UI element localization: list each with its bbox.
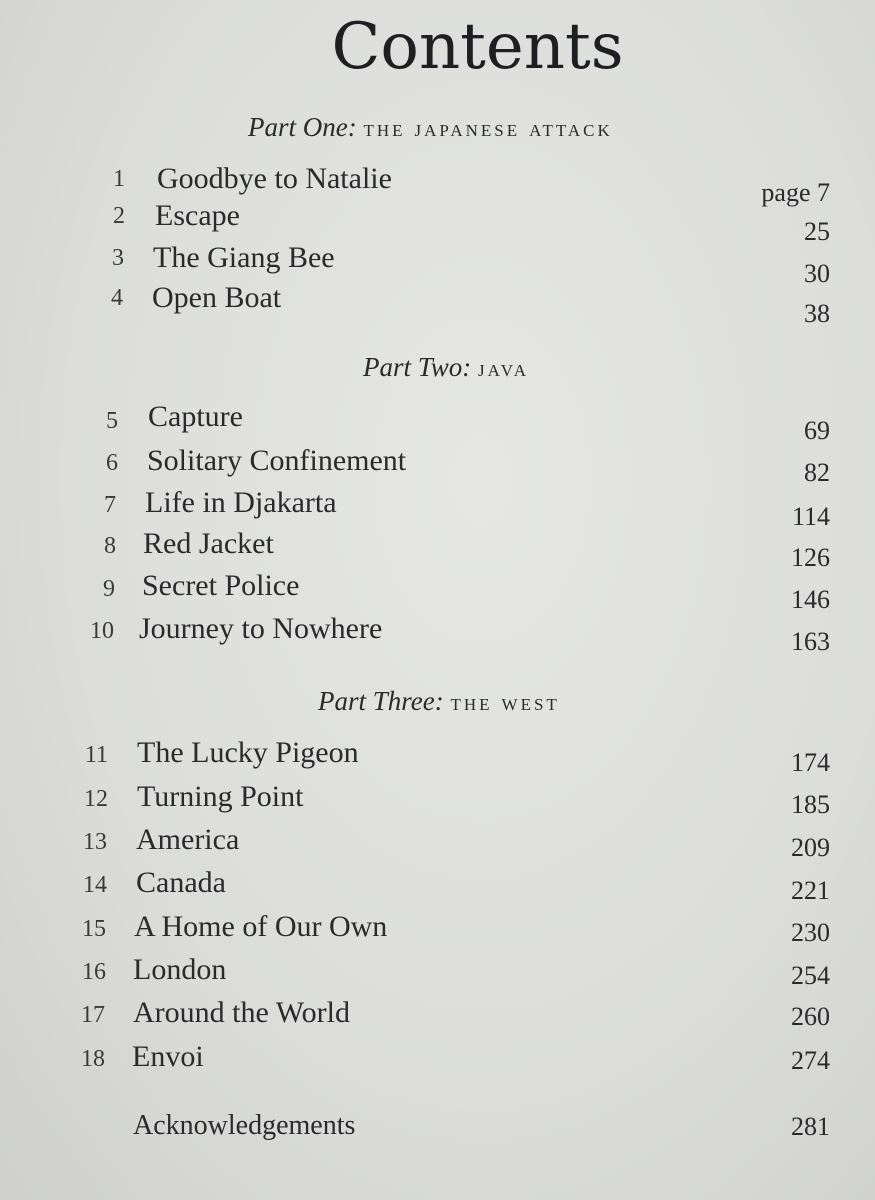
chapter-title: Journey to Nowhere xyxy=(139,612,383,645)
chapter-title: Envoi xyxy=(132,1040,204,1073)
chapter-title: Around the World xyxy=(133,996,351,1029)
chapter-number: 10 xyxy=(90,618,114,644)
part-label: Part Two: xyxy=(363,352,472,382)
toc-entry xyxy=(0,569,875,614)
chapter-number: 3 xyxy=(112,245,124,271)
chapter-title: Turning Point xyxy=(137,780,304,813)
toc-entry xyxy=(0,241,875,288)
chapter-number: 11 xyxy=(84,742,108,768)
chapter-title: Life in Djakarta xyxy=(145,486,337,519)
chapter-page: 163 xyxy=(791,627,830,656)
toc-entry xyxy=(0,199,875,246)
part-name: java xyxy=(478,356,530,382)
chapter-title: Goodbye to Natalie xyxy=(157,162,392,195)
toc-entry xyxy=(0,527,875,572)
chapter-number: 12 xyxy=(84,786,108,812)
page-title: Contents xyxy=(331,10,624,84)
chapter-number: 17 xyxy=(81,1002,105,1028)
toc-entry xyxy=(0,866,875,906)
chapter-number: 18 xyxy=(81,1046,105,1072)
part-label: Part Three: xyxy=(318,686,444,716)
chapter-number: 2 xyxy=(113,203,125,229)
chapter-number: 9 xyxy=(103,576,115,602)
chapter-page: 126 xyxy=(791,543,830,572)
chapter-page: 82 xyxy=(804,458,830,487)
toc-entry xyxy=(0,486,875,531)
chapter-title: Open Boat xyxy=(152,281,282,314)
toc-entry xyxy=(0,162,875,207)
chapter-number: 14 xyxy=(83,872,107,898)
chapter-page: 260 xyxy=(791,1002,830,1031)
part-name: the japanese attack xyxy=(363,116,613,142)
chapter-page: 146 xyxy=(791,585,830,614)
toc-entry xyxy=(0,780,875,820)
toc-entry xyxy=(0,910,875,950)
chapter-title: Canada xyxy=(136,866,226,899)
toc-entry xyxy=(0,996,875,1036)
chapter-page: 25 xyxy=(804,217,830,246)
chapter-title: Secret Police xyxy=(142,569,300,602)
part-name: the west xyxy=(450,690,560,716)
toc-entry xyxy=(0,400,875,445)
chapter-page: 209 xyxy=(791,833,830,862)
toc-entry xyxy=(0,1040,875,1080)
chapter-title: America xyxy=(136,823,240,856)
toc-entry xyxy=(0,823,875,863)
acknowledgements-page: 281 xyxy=(791,1112,830,1141)
chapter-page: page 7 xyxy=(761,178,830,207)
acknowledgements-title: Acknowledgements xyxy=(133,1110,356,1141)
chapter-page: 38 xyxy=(804,299,830,328)
chapter-number: 8 xyxy=(104,533,116,559)
chapter-title: London xyxy=(133,953,227,986)
part-label: Part One: xyxy=(248,112,357,142)
chapter-title: Escape xyxy=(155,199,240,232)
chapter-title: Capture xyxy=(148,400,243,433)
chapter-number: 6 xyxy=(106,450,118,476)
chapter-page: 221 xyxy=(791,876,830,905)
toc-entry-acknowledgements xyxy=(0,1110,875,1150)
part-one-heading xyxy=(248,112,613,143)
chapter-number: 5 xyxy=(106,408,118,434)
chapter-number: 16 xyxy=(82,959,106,985)
chapter-number: 1 xyxy=(113,166,125,192)
chapter-page: 230 xyxy=(791,918,830,947)
chapter-page: 254 xyxy=(791,961,830,990)
toc-entry xyxy=(0,281,875,328)
chapter-page: 30 xyxy=(804,259,830,288)
chapter-title: Solitary Confinement xyxy=(147,444,407,477)
toc-entry xyxy=(0,953,875,993)
toc-entry xyxy=(0,736,875,776)
chapter-page: 114 xyxy=(791,502,830,531)
toc-entry xyxy=(0,612,875,656)
chapter-page: 185 xyxy=(791,790,830,819)
part-two-heading xyxy=(363,352,529,383)
chapter-page: 174 xyxy=(791,748,830,777)
chapter-title: The Giang Bee xyxy=(153,241,335,274)
toc-entry xyxy=(0,444,875,487)
chapter-title: Red Jacket xyxy=(143,527,274,560)
chapter-number: 13 xyxy=(83,829,107,855)
chapter-page: 69 xyxy=(804,416,830,445)
chapter-number: 15 xyxy=(82,916,106,942)
part-three-heading xyxy=(318,686,560,717)
chapter-title: The Lucky Pigeon xyxy=(137,736,359,769)
chapter-title: A Home of Our Own xyxy=(134,910,388,943)
chapter-page: 274 xyxy=(791,1046,830,1075)
chapter-number: 4 xyxy=(111,285,123,311)
chapter-number: 7 xyxy=(104,492,116,518)
